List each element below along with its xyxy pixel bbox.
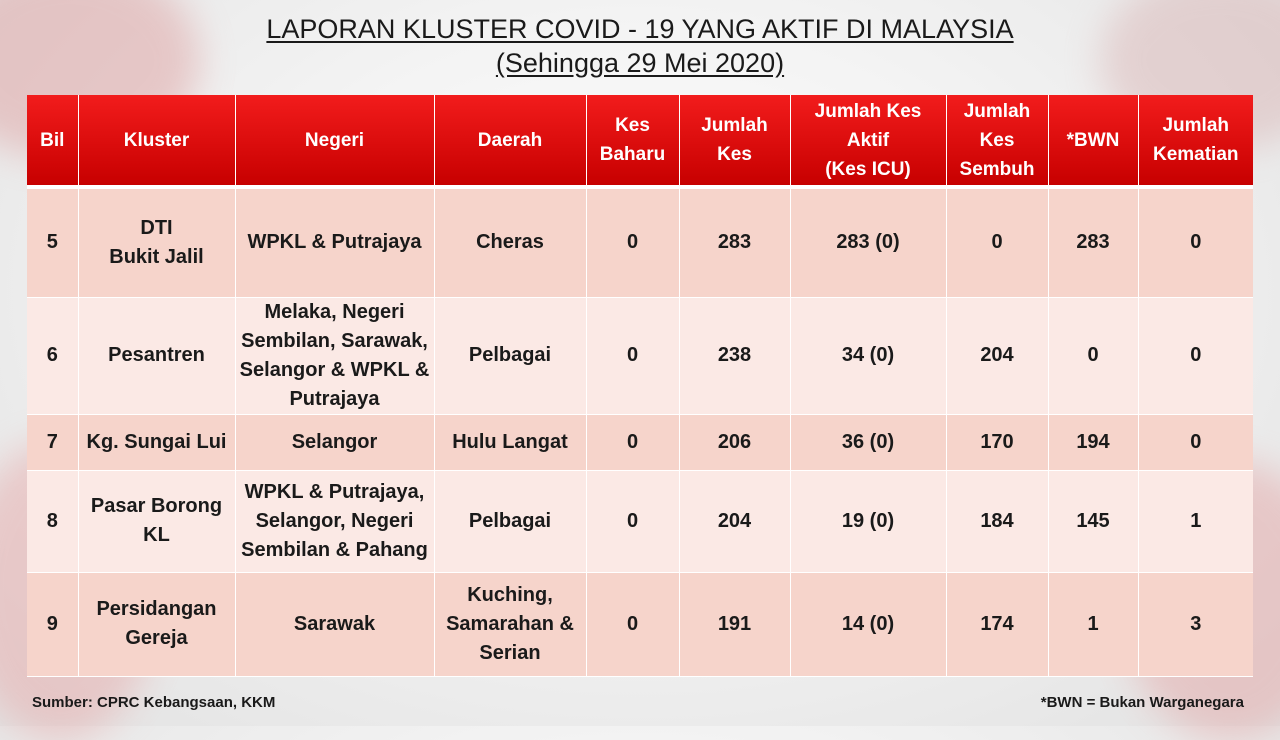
- table-row: [27, 187, 1253, 297]
- cell-kes-aktif: 36 (0): [790, 414, 946, 470]
- title-line-2: (Sehingga 29 Mei 2020): [495, 48, 785, 78]
- cell-kematian: 0: [1138, 414, 1253, 470]
- cell-bil: 6: [27, 297, 78, 414]
- header-kluster: Kluster: [78, 95, 235, 187]
- cell-kematian: 0: [1138, 187, 1253, 297]
- cell-kluster: DTI Bukit Jalil: [78, 187, 235, 297]
- table-row: [27, 470, 1253, 572]
- bwn-legend-note: *BWN = Bukan Warganegara: [1040, 694, 1244, 711]
- cell-kes-aktif: 283 (0): [790, 187, 946, 297]
- header-jumlah-kes-sembuh: Jumlah Kes Sembuh: [946, 95, 1048, 187]
- cluster-table: [27, 95, 1253, 677]
- cell-bil: 9: [27, 572, 78, 676]
- cell-negeri: WPKL & Putrajaya: [235, 187, 434, 297]
- cell-kes-aktif: 14 (0): [790, 572, 946, 676]
- cell-kluster: Pasar Borong KL: [78, 470, 235, 572]
- cell-bil: 8: [27, 470, 78, 572]
- header-bwn: *BWN: [1048, 95, 1138, 187]
- cell-daerah: Pelbagai: [434, 297, 586, 414]
- cell-kluster: Kg. Sungai Lui: [78, 414, 235, 470]
- cell-jumlah-kes: 204: [679, 470, 790, 572]
- cell-kematian: 1: [1138, 470, 1253, 572]
- header-daerah: Daerah: [434, 95, 586, 187]
- cell-kes-sembuh: 174: [946, 572, 1048, 676]
- cell-kes-baharu: 0: [586, 414, 679, 470]
- header-bil: Bil: [27, 95, 78, 187]
- cell-jumlah-kes: 283: [679, 187, 790, 297]
- cell-kes-baharu: 0: [586, 572, 679, 676]
- header-kes-baharu: Kes Baharu: [586, 95, 679, 187]
- cell-kes-sembuh: 204: [946, 297, 1048, 414]
- title-line-1: LAPORAN KLUSTER COVID - 19 YANG AKTIF DI MALAYSIA: [266, 14, 1014, 44]
- page-title: [0, 12, 1280, 80]
- header-jumlah-kematian: Jumlah Kematian: [1138, 95, 1253, 187]
- cell-jumlah-kes: 191: [679, 572, 790, 676]
- cell-kluster: Pesantren: [78, 297, 235, 414]
- cell-kematian: 0: [1138, 297, 1253, 414]
- cell-bwn: 145: [1048, 470, 1138, 572]
- cell-kes-baharu: 0: [586, 187, 679, 297]
- cell-negeri: Melaka, Negeri Sembilan, Sarawak, Selangor & WPKL & Putrajaya: [235, 297, 434, 414]
- cell-bwn: 1: [1048, 572, 1138, 676]
- cell-bwn: 194: [1048, 414, 1138, 470]
- cell-jumlah-kes: 206: [679, 414, 790, 470]
- table-row: [27, 414, 1253, 470]
- cell-kes-baharu: 0: [586, 297, 679, 414]
- cell-kes-baharu: 0: [586, 470, 679, 572]
- cell-bil: 7: [27, 414, 78, 470]
- header-negeri: Negeri: [235, 95, 434, 187]
- cell-negeri: Selangor: [235, 414, 434, 470]
- cell-negeri: WPKL & Putrajaya, Selangor, Negeri Sembilan & Pahang: [235, 470, 434, 572]
- cell-daerah: Cheras: [434, 187, 586, 297]
- cell-daerah: Hulu Langat: [434, 414, 586, 470]
- cell-bwn: 0: [1048, 297, 1138, 414]
- cell-kluster: Persidangan Gereja: [78, 572, 235, 676]
- cell-kes-aktif: 34 (0): [790, 297, 946, 414]
- cell-negeri: Sarawak: [235, 572, 434, 676]
- table-header-row: [27, 95, 1253, 187]
- header-jumlah-kes-aktif: Jumlah Kes Aktif (Kes ICU): [790, 95, 946, 187]
- cell-kematian: 3: [1138, 572, 1253, 676]
- cell-kes-sembuh: 184: [946, 470, 1048, 572]
- table-row: [27, 297, 1253, 414]
- cell-jumlah-kes: 238: [679, 297, 790, 414]
- cell-daerah: Kuching, Samarahan & Serian: [434, 572, 586, 676]
- cell-kes-aktif: 19 (0): [790, 470, 946, 572]
- table-row: [27, 572, 1253, 676]
- cell-daerah: Pelbagai: [434, 470, 586, 572]
- cell-bil: 5: [27, 187, 78, 297]
- source-note: Sumber: CPRC Kebangsaan, KKM: [32, 694, 276, 711]
- header-jumlah-kes: Jumlah Kes: [679, 95, 790, 187]
- cell-bwn: 283: [1048, 187, 1138, 297]
- cell-kes-sembuh: 0: [946, 187, 1048, 297]
- cell-kes-sembuh: 170: [946, 414, 1048, 470]
